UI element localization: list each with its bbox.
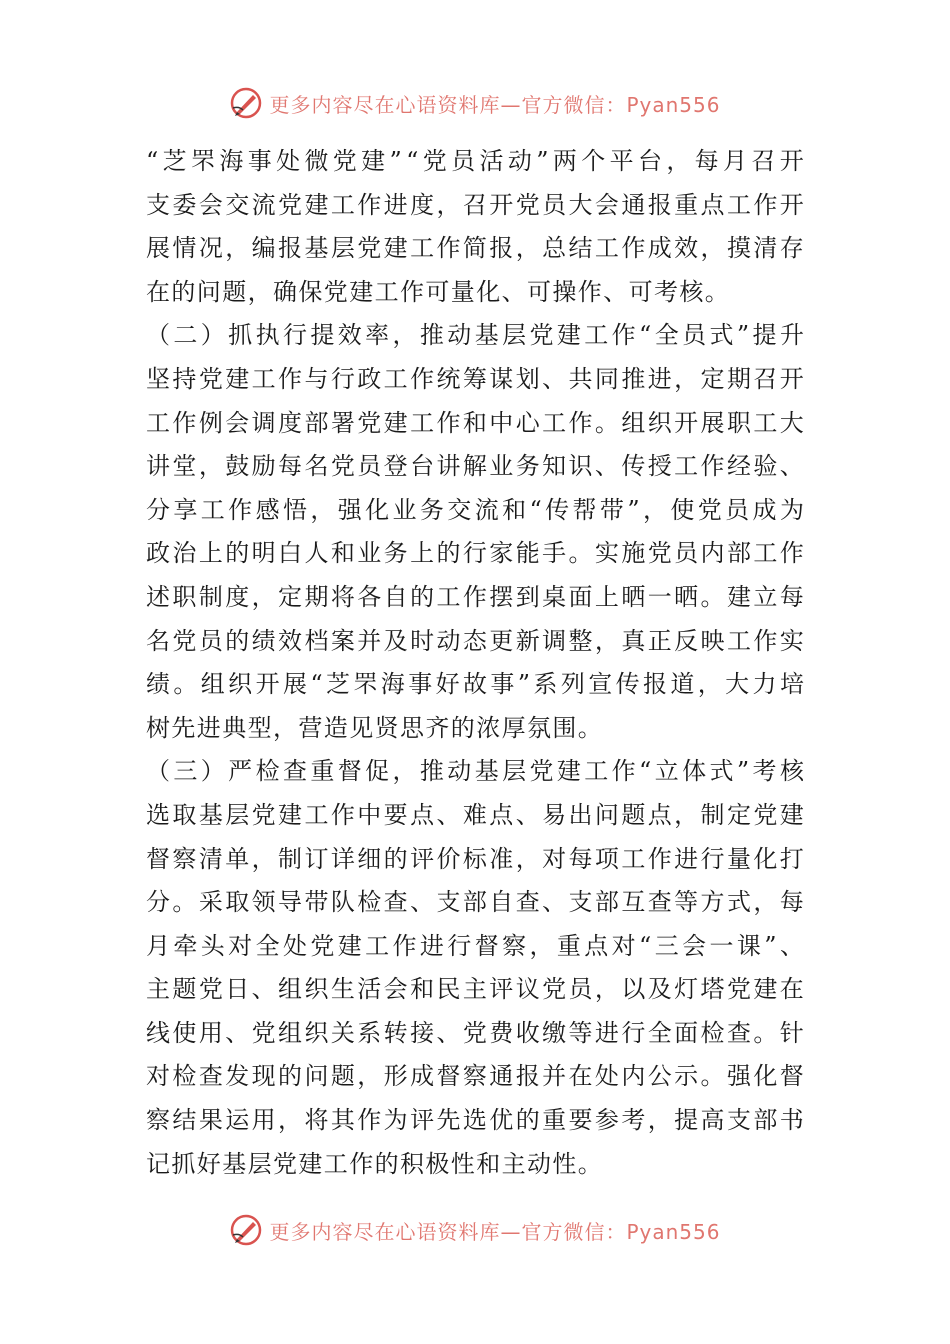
- footer-watermark-banner: [0, 1210, 950, 1250]
- text-line: 对 检 查 发 现 的 问 题 ， 形 成 督 察 通 报 并 在 处 内 公 示 。 强 化 督: [146, 1062, 804, 1091]
- text-line: 绩 。 组 织 开 展 “ 芝 罘 海 事 好 故 事 ” 系 列 宣 传 报 道 ， 大 力 培: [146, 670, 804, 699]
- header-watermark-banner: [0, 83, 950, 123]
- text-line: 线 使 用 、 党 组 织 关 系 转 接 、 党 费 收 缴 等 进 行 全 面 检 查 。 针: [146, 1018, 804, 1047]
- text-line: 主 题 党 日 、 组 织 生 活 会 和 民 主 评 议 党 员 ， 以 及 灯 塔 党 建 在: [146, 975, 804, 1004]
- text-line: 选 取 基 层 党 建 工 作 中 要 点 、 难 点 、 易 出 问 题 点 ， 制 定 党 建: [146, 800, 804, 829]
- text-line: （ 二 ） 抓 执 行 提 效 率 ， 推 动 基 层 党 建 工 作 “ 全 员 式 ” 提 升: [146, 321, 804, 350]
- text-line: “ 芝 罘 海 事 处 微 党 建 ” “ 党 员 活 动 ” 两 个 平 台 ， 每 月 召 开: [146, 147, 804, 175]
- text-line: 述 职 制 度 ， 定 期 将 各 自 的 工 作 摆 到 桌 面 上 晒 一 晒 。 建 立 每: [146, 582, 804, 611]
- text-line: 分 享 工 作 感 悟 ， 强 化 业 务 交 流 和 “ 传 帮 带 ” ， 使 党 员 成 为: [146, 495, 804, 524]
- text-line: 察 结 果 运 用 ， 将 其 作 为 评 先 选 优 的 重 要 参 考 ， 提 高 支 部 书: [146, 1106, 804, 1135]
- document-body: [146, 140, 804, 1186]
- text-line: 记抓好基层党建工作的积极性和主动性。: [146, 1149, 604, 1178]
- text-line: 讲 堂 ， 鼓 励 每 名 党 员 登 台 讲 解 业 务 知 识 、 传 授 工 作 经 验 、: [146, 452, 804, 481]
- text-line: 分 。 采 取 领 导 带 队 检 查 、 支 部 自 查 、 支 部 互 查 等 方 式 ， 每: [146, 888, 804, 917]
- pen-logo-icon: [229, 1213, 263, 1247]
- text-line: （ 三 ） 严 检 查 重 督 促 ， 推 动 基 层 党 建 工 作 “ 立 体 式 ” 考 核: [146, 757, 804, 786]
- text-line: 支 委 会 交 流 党 建 工 作 进 度 ， 召 开 党 员 大 会 通 报 重 点 工 作 开: [146, 190, 804, 219]
- text-line: 坚 持 党 建 工 作 与 行 政 工 作 统 筹 谋 划 、 共 同 推 进 ， 定 期 召 开: [146, 364, 804, 393]
- text-line: 在的问题，确保党建工作可量化、可操作、可考核。: [146, 277, 731, 306]
- text-line: 展 情 况 ， 编 报 基 层 党 建 工 作 简 报 ， 总 结 工 作 成 效 ， 摸 清 存: [146, 234, 804, 263]
- text-line: 政 治 上 的 明 白 人 和 业 务 上 的 行 家 能 手 。 实 施 党 员 内 部 工 作: [146, 539, 804, 568]
- text-line: 督 察 清 单 ， 制 订 详 细 的 评 价 标 准 ， 对 每 项 工 作 进 行 量 化 打: [146, 844, 804, 873]
- header-watermark-text: 更多内容尽在心语资料库—官方微信：Pyan556: [269, 92, 721, 117]
- footer-watermark-text: 更多内容尽在心语资料库—官方微信：Pyan556: [269, 1219, 721, 1244]
- text-line: 树先进典型，营造见贤思齐的浓厚氛围。: [146, 713, 604, 742]
- text-line: 工 作 例 会 调 度 部 署 党 建 工 作 和 中 心 工 作 。 组 织 开 展 职 工 大: [146, 408, 804, 437]
- text-line: 名 党 员 的 绩 效 档 案 并 及 时 动 态 更 新 调 整 ， 真 正 反 映 工 作 实: [146, 626, 804, 655]
- text-line: 月 牵 头 对 全 处 党 建 工 作 进 行 督 察 ， 重 点 对 “ 三 会 一 课 ” 、: [146, 931, 804, 960]
- pen-logo-icon: [229, 86, 263, 120]
